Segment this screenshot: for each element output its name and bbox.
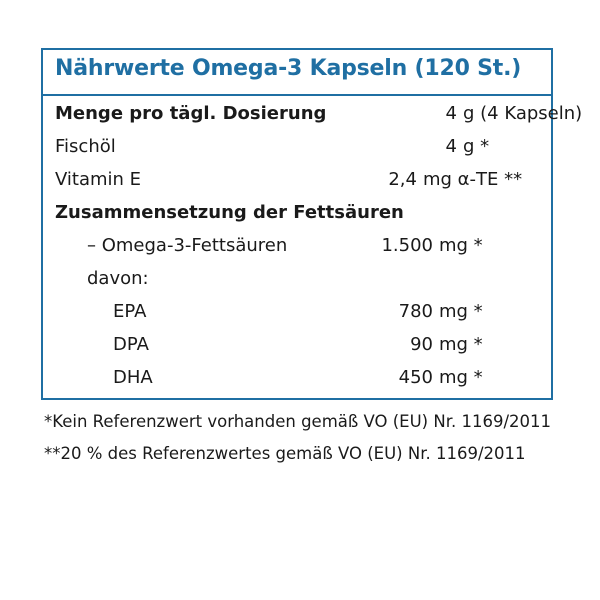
table-row-dosage: [43, 100, 583, 128]
row-label: davon:: [87, 268, 149, 289]
footnote-reference-percent: **20 % des Referenzwertes gemäß VO (EU) Nr. 1169/2011: [44, 444, 526, 463]
row-label: Fischöl: [55, 136, 116, 157]
table-title: Nährwerte Omega-3 Kapseln (120 St.): [55, 56, 522, 81]
row-unit: g (4 Kapseln): [463, 103, 583, 124]
row-label: Zusammensetzung der Fettsäuren: [55, 202, 404, 223]
row-label: DPA: [113, 334, 149, 355]
row-label: Vitamin E: [55, 169, 142, 190]
row-value: 4: [445, 136, 457, 157]
nutrition-table: [41, 48, 583, 400]
table-row-fish-oil: [43, 133, 551, 161]
row-value: 1.500: [381, 235, 433, 256]
row-value: 780: [398, 301, 433, 322]
row-value: 2,4: [388, 169, 417, 190]
row-unit: mg *: [439, 367, 483, 388]
row-unit: g *: [463, 136, 490, 157]
table-row-vitamin-e: [43, 166, 551, 194]
row-unit: mg α-TE **: [423, 169, 523, 190]
title-divider: [43, 94, 551, 96]
table-row-omega-3: [43, 232, 551, 260]
table-row-davon: [43, 265, 551, 293]
table-row-dpa: [43, 331, 551, 359]
row-label: DHA: [113, 367, 153, 388]
table-row-dha: [43, 364, 551, 392]
footnote-no-reference: *Kein Referenzwert vorhanden gemäß VO (EU) Nr. 1169/2011: [44, 412, 552, 431]
row-unit: mg *: [439, 334, 483, 355]
table-row-fatty-acid-heading: [43, 199, 551, 227]
row-label: Menge pro tägl. Dosierung: [55, 103, 327, 124]
row-value: 4: [445, 103, 457, 124]
row-unit: mg *: [439, 235, 483, 256]
row-value: 450: [398, 367, 433, 388]
row-label: EPA: [113, 301, 147, 322]
row-value: 90: [410, 334, 433, 355]
row-unit: mg *: [439, 301, 483, 322]
row-label: – Omega-3-Fettsäuren: [87, 235, 288, 256]
table-row-epa: [43, 298, 551, 326]
